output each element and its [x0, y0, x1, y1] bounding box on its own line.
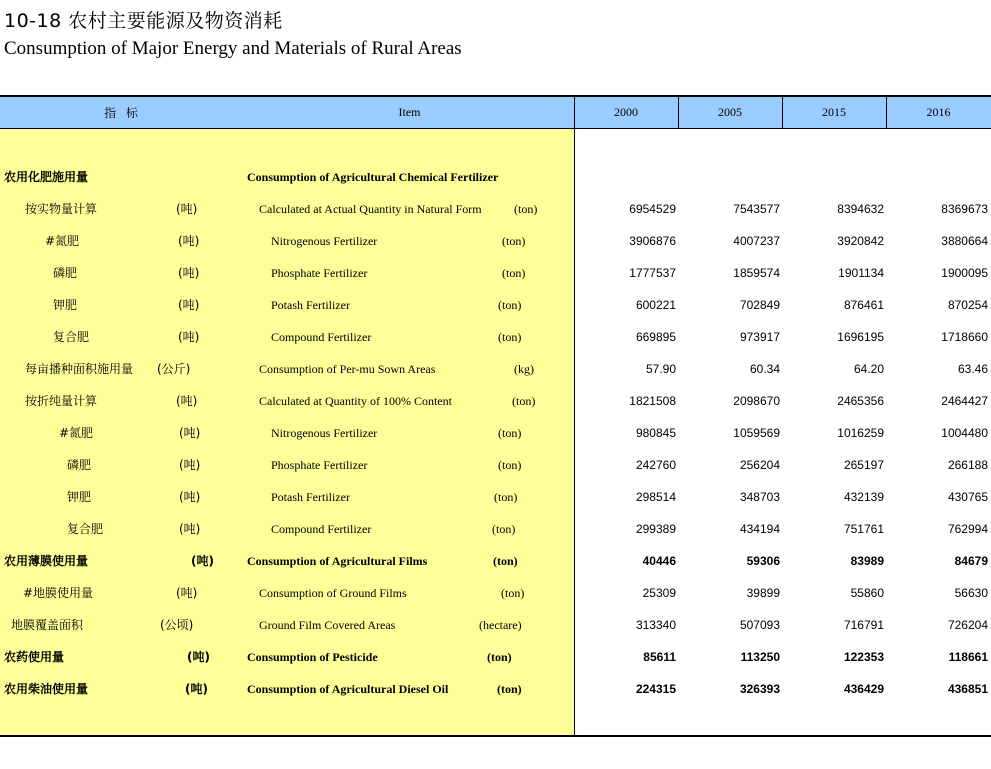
table-title-en: Consumption of Major Energy and Materials of Rural Areas [4, 38, 462, 59]
row-unit-cn: (吨) [191, 554, 214, 568]
table-row [0, 289, 991, 321]
header-year-2015: 2015 [822, 105, 846, 119]
header-year-2016: 2016 [926, 105, 951, 119]
row-unit-cn: (吨) [176, 586, 198, 600]
row-unit-cn: (吨) [185, 682, 208, 696]
row-label-cn: #氮肥 [45, 234, 80, 248]
row-unit-en: (ton) [514, 202, 538, 216]
value-cell: 56630 [954, 586, 988, 600]
row-label-cn: 农药使用量 [4, 650, 65, 664]
row-unit-en: (ton) [492, 522, 516, 536]
row-label-cn: 复合肥 [67, 522, 104, 536]
value-cell: 1004480 [941, 426, 988, 440]
value-cell: 40446 [642, 554, 676, 568]
table-row [0, 417, 991, 449]
value-cell: 7543577 [733, 202, 780, 216]
table-title-cn: 10-18 农村主要能源及物资消耗 [4, 10, 283, 32]
value-cell: 4007237 [733, 234, 780, 248]
table-row [0, 385, 991, 417]
row-label-en: Consumption of Agricultural Diesel Oil [247, 682, 449, 696]
value-cell: 3906876 [629, 234, 676, 248]
value-cell: 313340 [635, 618, 676, 632]
row-label-en: Consumption of Ground Films [259, 586, 407, 600]
row-label-cn: 地膜覆盖面积 [11, 618, 84, 632]
value-cell: 55860 [850, 586, 884, 600]
header-item-cn: 指 标 [104, 106, 141, 120]
value-cell: 876461 [843, 298, 884, 312]
header-year-2000: 2000 [614, 105, 638, 119]
value-cell: 84679 [954, 554, 988, 568]
header-divider [886, 97, 887, 128]
value-cell: 242760 [635, 458, 676, 472]
value-cell: 2464427 [941, 394, 988, 408]
value-cell: 1821508 [629, 394, 676, 408]
row-unit-en: (ton) [502, 266, 526, 280]
value-cell: 507093 [739, 618, 780, 632]
table-row [0, 449, 991, 481]
value-cell: 436851 [947, 682, 988, 696]
row-label-cn: 按折纯量计算 [25, 394, 98, 408]
table-row [0, 161, 991, 193]
table-row [0, 513, 991, 545]
row-label-en: Compound Fertilizer [271, 330, 372, 344]
row-label-en: Nitrogenous Fertilizer [271, 426, 378, 440]
value-cell: 702849 [739, 298, 780, 312]
row-unit-en: (kg) [514, 362, 534, 376]
table-row [0, 673, 991, 705]
value-cell: 326393 [739, 682, 780, 696]
value-cell: 348703 [739, 490, 780, 504]
row-unit-en: (ton) [498, 330, 522, 344]
value-cell: 256204 [739, 458, 780, 472]
value-cell: 1718660 [941, 330, 988, 344]
value-cell: 669895 [635, 330, 676, 344]
value-cell: 2465356 [837, 394, 884, 408]
row-label-cn: 每亩播种面积施用量 [25, 362, 134, 376]
row-unit-cn: (吨) [178, 298, 200, 312]
table-row [0, 641, 991, 673]
value-cell: 63.46 [957, 362, 988, 376]
row-unit-en: (ton) [493, 554, 518, 568]
table-row [0, 321, 991, 353]
value-cell: 2098670 [733, 394, 780, 408]
row-label-cn: 磷肥 [53, 266, 78, 280]
row-unit-cn: (吨) [178, 266, 200, 280]
value-cell: 59306 [746, 554, 780, 568]
row-unit-cn: (吨) [178, 330, 200, 344]
row-unit-cn: (吨) [176, 202, 198, 216]
row-label-cn: 农用化肥施用量 [4, 170, 89, 184]
row-unit-cn: (公顷) [160, 618, 194, 632]
value-cell: 25309 [642, 586, 676, 600]
value-cell: 762994 [947, 522, 988, 536]
row-unit-en: (ton) [498, 298, 522, 312]
value-cell: 39899 [746, 586, 780, 600]
row-label-en: Consumption of Agricultural Films [247, 554, 428, 568]
value-cell: 8369673 [941, 202, 988, 216]
row-label-cn: 农用柴油使用量 [4, 682, 89, 696]
value-cell: 973917 [739, 330, 780, 344]
value-cell: 1859574 [733, 266, 780, 280]
row-unit-en: (ton) [494, 490, 518, 504]
value-cell: 600221 [635, 298, 676, 312]
value-cell: 85611 [643, 650, 676, 664]
value-cell: 1016259 [837, 426, 884, 440]
value-cell: 57.90 [645, 362, 676, 376]
row-label-en: Ground Film Covered Areas [259, 618, 396, 632]
row-unit-cn: (吨) [179, 426, 201, 440]
value-cell: 432139 [843, 490, 884, 504]
row-label-en: Compound Fertilizer [271, 522, 372, 536]
row-label-cn: 钾肥 [53, 298, 78, 312]
row-unit-cn: (吨) [179, 458, 201, 472]
value-cell: 1696195 [837, 330, 884, 344]
value-cell: 60.34 [749, 362, 780, 376]
value-cell: 122353 [843, 650, 884, 664]
row-unit-en: (hectare) [479, 618, 522, 632]
row-unit-cn: (吨) [178, 234, 200, 248]
value-cell: 430765 [947, 490, 988, 504]
value-cell: 3920842 [837, 234, 884, 248]
value-cell: 8394632 [837, 202, 884, 216]
row-label-en: Consumption of Agricultural Chemical Fertilizer [247, 170, 499, 184]
row-label-en: Calculated at Actual Quantity in Natural Form [259, 202, 482, 216]
row-label-en: Consumption of Per-mu Sown Areas [259, 362, 436, 376]
value-cell: 1059569 [733, 426, 780, 440]
value-cell: 118661 [948, 650, 988, 664]
value-cell: 266188 [947, 458, 988, 472]
value-cell: 1900095 [941, 266, 988, 280]
table-row [0, 193, 991, 225]
value-cell: 434194 [739, 522, 780, 536]
value-cell: 298514 [635, 490, 676, 504]
row-unit-en: (ton) [498, 426, 522, 440]
value-cell: 870254 [947, 298, 988, 312]
header-divider [782, 97, 783, 128]
row-label-cn: 按实物量计算 [25, 202, 98, 216]
value-cell: 83989 [850, 554, 884, 568]
row-unit-en: (ton) [497, 682, 522, 696]
row-label-cn: #地膜使用量 [23, 586, 94, 600]
value-cell: 299389 [635, 522, 676, 536]
row-unit-cn: (吨) [179, 490, 201, 504]
value-cell: 1901134 [838, 266, 884, 280]
table-bottom-rule [0, 735, 991, 737]
row-label-en: Potash Fertilizer [271, 490, 350, 504]
table-row [0, 609, 991, 641]
row-unit-cn: (公斤) [157, 362, 191, 376]
value-cell: 726204 [947, 618, 988, 632]
value-cell: 113250 [740, 650, 780, 664]
row-label-en: Phosphate Fertilizer [271, 458, 368, 472]
table-row [0, 257, 991, 289]
table-row [0, 481, 991, 513]
row-unit-cn: (吨) [187, 650, 210, 664]
table-row [0, 225, 991, 257]
row-unit-en: (ton) [502, 234, 526, 248]
table-row [0, 545, 991, 577]
row-label-en: Nitrogenous Fertilizer [271, 234, 378, 248]
row-unit-en: (ton) [487, 650, 512, 664]
row-unit-cn: (吨) [179, 522, 201, 536]
row-unit-en: (ton) [512, 394, 536, 408]
value-cell: 6954529 [629, 202, 676, 216]
table-row [0, 577, 991, 609]
value-cell: 1777537 [629, 266, 676, 280]
row-unit-en: (ton) [498, 458, 522, 472]
row-label-en: Consumption of Pesticide [247, 650, 378, 664]
row-label-cn: 钾肥 [67, 490, 92, 504]
table-row [0, 353, 991, 385]
row-label-en: Phosphate Fertilizer [271, 266, 368, 280]
row-unit-cn: (吨) [176, 394, 198, 408]
header-divider [678, 97, 679, 128]
header-item-en: Item [398, 105, 421, 119]
header-year-2005: 2005 [718, 105, 742, 119]
value-cell: 64.20 [853, 362, 884, 376]
value-cell: 224315 [635, 682, 676, 696]
row-unit-en: (ton) [501, 586, 525, 600]
row-label-cn: 复合肥 [53, 330, 90, 344]
row-label-en: Calculated at Quantity of 100% Content [259, 394, 452, 408]
value-cell: 3880664 [941, 234, 988, 248]
value-cell: 980845 [635, 426, 676, 440]
value-cell: 265197 [843, 458, 884, 472]
value-cell: 436429 [843, 682, 884, 696]
row-label-cn: #氮肥 [59, 426, 94, 440]
row-label-en: Potash Fertilizer [271, 298, 350, 312]
value-cell: 751761 [843, 522, 884, 536]
value-cell: 716791 [843, 618, 884, 632]
row-label-cn: 农用薄膜使用量 [4, 554, 89, 568]
row-label-cn: 磷肥 [67, 458, 92, 472]
